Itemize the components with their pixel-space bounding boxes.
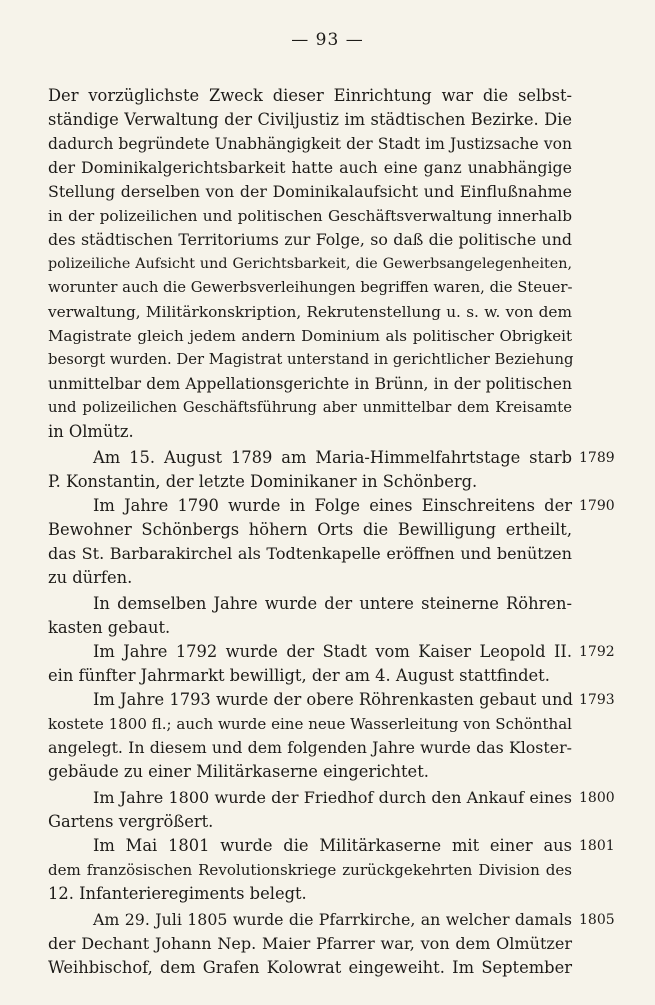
text-line: 12. Infanterieregiments belegt. [48,884,307,903]
margin-year: 1792 [579,644,615,660]
text-line: kasten gebaut. [48,618,171,637]
text-line: zu dürfen. [48,568,133,587]
text-line: dadurch begründete Unabhängigkeit der Stadt im Justizsache von [48,135,572,153]
text-line: verwaltung, Militärkonskription, Rekrutenstellung u. s. w. von dem [48,303,572,321]
text-line: gebäude zu einer Militärkaserne eingerichtet. [48,762,429,781]
text-line: Gartens vergrößert. [48,812,214,831]
text-line: und polizeilichen Geschäftsführung aber unmittelbar dem Kreisamte [48,399,572,416]
text-line: kostete 1800 fl.; auch wurde eine neue Wasserleitung von Schönthal [48,715,572,733]
text-line: Stellung derselben von der Dominikalaufsicht und Einflußnahme [48,182,572,201]
text-line: Im Jahre 1792 wurde der Stadt vom Kaiser Leopold II. [93,642,572,661]
text-line: das St. Barbarakirchel als Todtenkapelle eröffnen und benützen [48,544,572,563]
text-line: unmittelbar dem Appellationsgerichte in Brünn, in der politischen [48,375,572,393]
text-line: des städtischen Territoriums zur Folge, so daß die politische und [48,230,572,249]
text-line: Im Jahre 1790 wurde in Folge eines Einschreitens der [93,496,572,515]
margin-year: 1801 [579,838,615,854]
text-line: der Dechant Johann Nep. Maier Pfarrer war, von dem Olmützer [48,934,572,953]
text-line: Magistrate gleich jedem andern Dominium als politischer Obrigkeit [48,327,572,345]
text-line: P. Konstantin, der letzte Dominikaner in Schönberg. [48,472,478,491]
text-line: Am 15. August 1789 am Maria-Himmelfahrtstage starb [93,448,572,467]
margin-year: 1805 [579,912,615,928]
margin-year: 1790 [579,498,615,514]
text-line: besorgt wurden. Der Magistrat unterstand in gerichtlicher Beziehung [48,351,574,368]
margin-year: 1800 [579,790,615,806]
text-line: in der polizeilichen und politischen Geschäftsverwaltung innerhalb [48,207,572,225]
page-number: — 93 — [291,30,364,50]
text-line: worunter auch die Gewerbsverleihungen begriffen waren, die Steuer- [48,279,573,296]
text-line: Am 29. Juli 1805 wurde die Pfarrkirche, an welcher damals [93,910,572,929]
text-line: Der vorzüglichste Zweck dieser Einrichtung war die selbst- [48,86,572,105]
text-line: Bewohner Schönbergs höhern Orts die Bewilligung ertheilt, [48,520,572,539]
text-line: in Olmütz. [48,422,134,441]
text-line: ständige Verwaltung der Civiljustiz im städtischen Bezirke. Die [48,110,572,129]
text-line: der Dominikalgerichtsbarkeit hatte auch eine ganz unabhängige [48,158,572,177]
text-line: In demselben Jahre wurde der untere steinerne Röhren- [93,594,572,613]
margin-year: 1793 [579,692,615,708]
text-line: Im Mai 1801 wurde die Militärkaserne mit einer aus [93,836,572,855]
text-line: polizeiliche Aufsicht und Gerichtsbarkeit, die Gewerbsangelegenheiten, [48,256,572,272]
text-line: Weihbischof, dem Grafen Kolowrat eingeweiht. Im September [48,958,572,977]
text-line: Im Jahre 1793 wurde der obere Röhrenkasten gebaut und [93,690,573,709]
text-line: angelegt. In diesem und dem folgenden Jahre wurde das Kloster- [48,738,572,757]
text-line: ein fünfter Jahrmarkt bewilligt, der am 4. August stattfindet. [48,666,550,685]
margin-year: 1789 [579,450,615,466]
text-line: Im Jahre 1800 wurde der Friedhof durch den Ankauf eines [93,788,572,807]
text-line: dem französischen Revolutionskriege zurückgekehrten Division des [48,861,572,879]
